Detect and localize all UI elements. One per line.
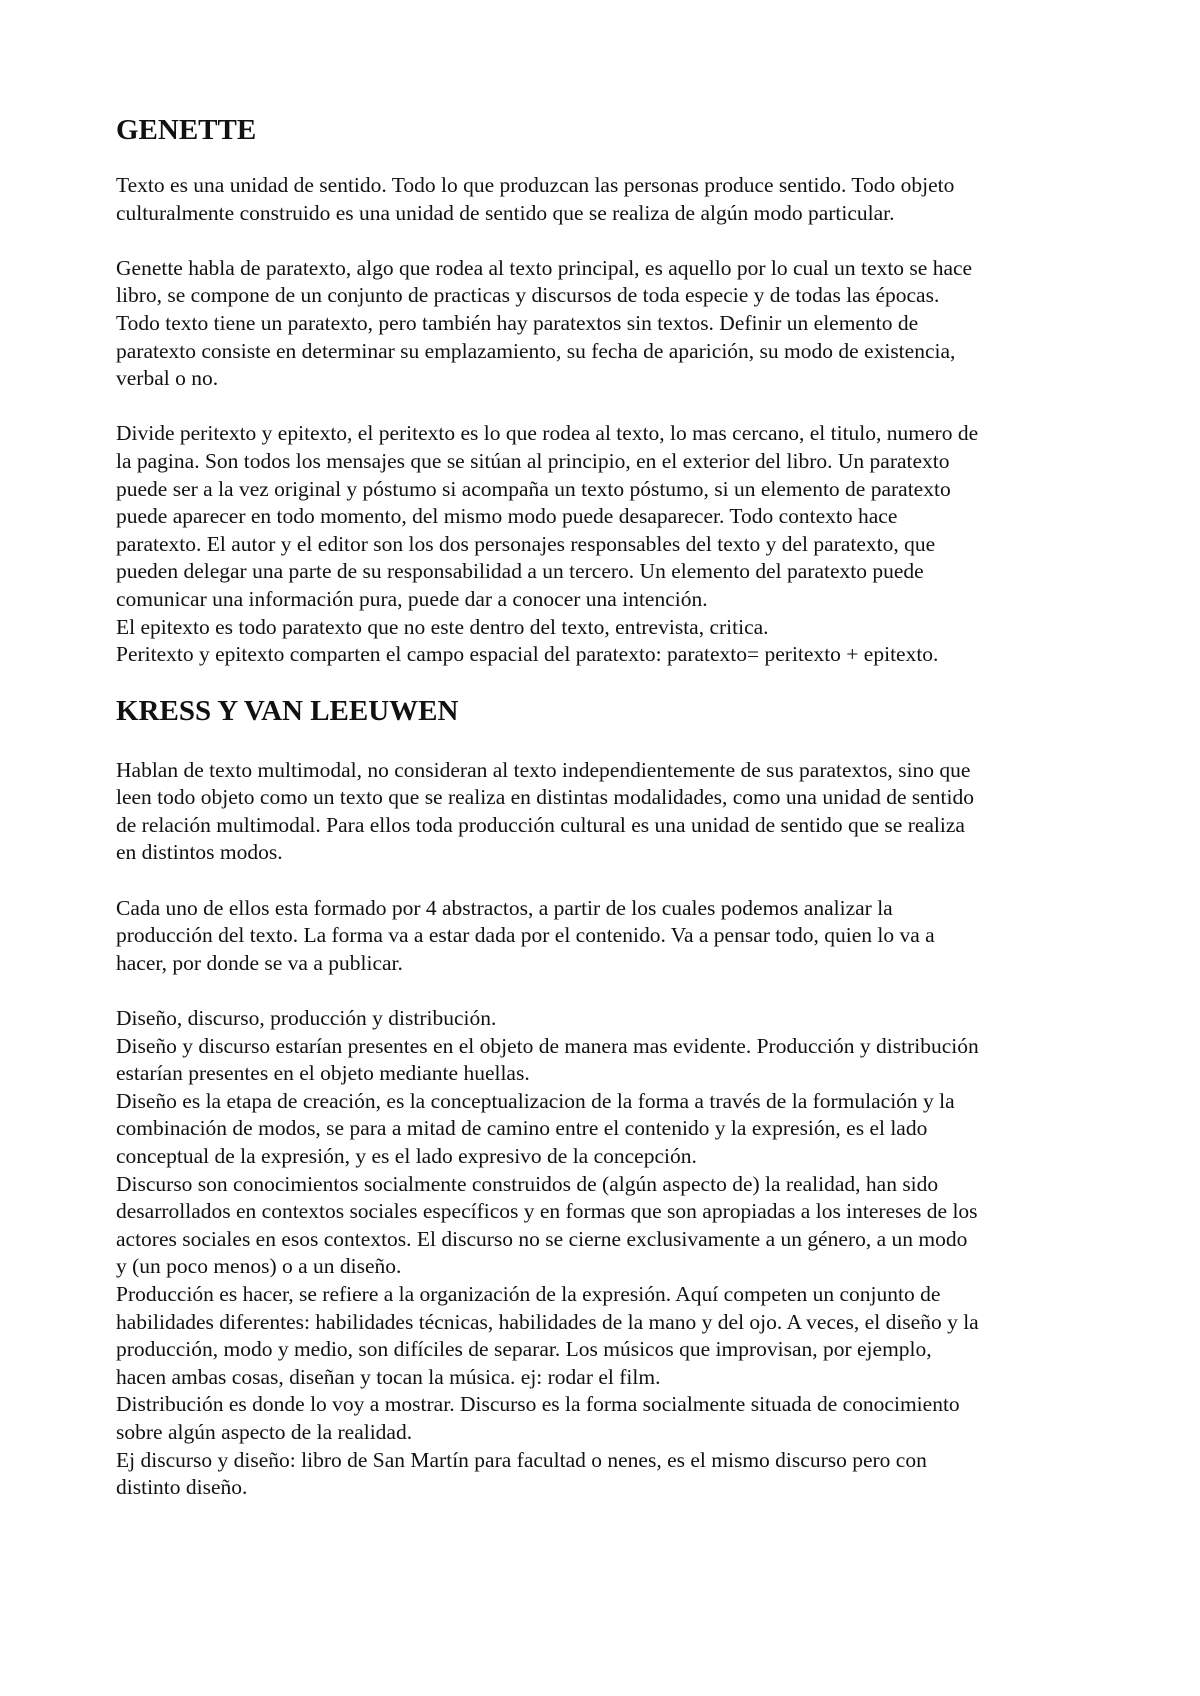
text-line: la pagina. Son todos los mensajes que se sitúan al principio, en el exterior del libro. Un paratexto [116, 448, 950, 473]
section-heading-kress-van-leeuwen: KRESS Y VAN LEEUWEN [116, 694, 459, 727]
text-line: Cada uno de ellos esta formado por 4 abstractos, a partir de los cuales podemos analizar la [116, 895, 893, 920]
text-line: Peritexto y epitexto comparten el campo espacial del paratexto: paratexto= peritexto + epitexto. [116, 642, 939, 667]
text-line: combinación de modos, se para a mitad de camino entre el contenido y la expresión, es el lado [116, 1116, 928, 1141]
paragraph [116, 895, 1106, 978]
text-line: leen todo objeto como un texto que se realiza en distintas modalidades, como una unidad de sentido [116, 785, 974, 810]
text-line: hacer, por donde se va a publicar. [116, 950, 403, 975]
text-line: en distintos modos. [116, 840, 283, 865]
text-line: conceptual de la expresión, y es el lado expresivo de la concepción. [116, 1144, 697, 1168]
paragraph [116, 420, 1106, 668]
section-heading-genette: GENETTE [116, 114, 257, 146]
paragraph [116, 172, 1106, 227]
text-line: puede ser a la vez original y póstumo si acompaña un texto póstumo, si un elemento de paratexto [116, 476, 951, 501]
text-line: Texto es una unidad de sentido. Todo lo que produzcan las personas produce sentido. Todo objeto [116, 173, 955, 197]
text-line: producción del texto. La forma va a estar dada por el contenido. Va a pensar todo, quien lo va a [116, 923, 935, 948]
text-line: paratexto. El autor y el editor son los dos personajes responsables del texto y del paratexto, que [116, 531, 936, 556]
text-line: pueden delegar una parte de su responsabilidad a un tercero. Un elemento del paratexto puede [116, 559, 924, 584]
text-line: culturalmente construido es una unidad de sentido que se realiza de algún modo particular. [116, 200, 895, 225]
text-line: Divide peritexto y epitexto, el peritexto es lo que rodea al texto, lo mas cercano, el titulo, numero de [116, 421, 979, 446]
text-line: comunicar una información pura, puede dar a conocer una intención. [116, 586, 708, 611]
text-line: Hablan de texto multimodal, no consideran al texto independientemente de sus paratextos, sino que [116, 757, 971, 782]
text-line: verbal o no. [116, 366, 219, 391]
text-line: y (un poco menos) o a un diseño. [116, 1254, 402, 1279]
document-page [116, 110, 1106, 1502]
text-line: Diseño, discurso, producción y distribución. [116, 1006, 497, 1031]
text-line: producción, modo y medio, son difíciles de separar. Los músicos que improvisan, por ejemplo, [116, 1337, 932, 1362]
text-line: Diseño y discurso estarían presentes en el objeto de manera mas evidente. Producción y distribución [116, 1033, 979, 1058]
text-line: de relación multimodal. Para ellos toda producción cultural es una unidad de sentido que se realiza [116, 812, 965, 837]
text-line: Todo texto tiene un paratexto, pero también hay paratextos sin textos. Definir un elemento de [116, 310, 919, 335]
paragraph [116, 757, 1106, 867]
paragraph [116, 1005, 1106, 1502]
text-line: Distribución es donde lo voy a mostrar. Discurso es la forma socialmente situada de conocimiento [116, 1392, 960, 1417]
text-line: habilidades diferentes: habilidades técnicas, habilidades de la mano y del ojo. A veces, el diseño y la [116, 1309, 979, 1334]
text-line: distinto diseño. [116, 1475, 248, 1500]
text-line: hacen ambas cosas, diseñan y tocan la música. ej: rodar el film. [116, 1364, 661, 1389]
text-line: estarían presentes en el objeto mediante huellas. [116, 1061, 530, 1086]
text-line: Producción es hacer, se refiere a la organización de la expresión. Aquí competen un conjunto de [116, 1281, 941, 1306]
text-line: paratexto consiste en determinar su emplazamiento, su fecha de aparición, su modo de existencia, [116, 338, 956, 363]
text-line: puede aparecer en todo momento, del mismo modo puede desaparecer. Todo contexto hace [116, 504, 898, 529]
text-line: sobre algún aspecto de la realidad. [116, 1419, 413, 1444]
text-line: Genette habla de paratexto, algo que rodea al texto principal, es aquello por lo cual un texto se hace [116, 255, 973, 280]
paragraph [116, 255, 1106, 393]
text-line: Discurso son conocimientos socialmente construidos de (algún aspecto de) la realidad, han sido [116, 1171, 939, 1196]
text-line: El epitexto es todo paratexto que no este dentro del texto, entrevista, critica. [116, 614, 769, 639]
text-line: libro, se compone de un conjunto de practicas y discursos de toda especie y de todas las épocas. [116, 283, 940, 308]
text-line: desarrollados en contextos sociales específicos y en formas que son apropiadas a los intereses de los [116, 1199, 978, 1224]
text-line: Ej discurso y diseño: libro de San Martín para facultad o nenes, es el mismo discurso pero con [116, 1447, 927, 1472]
text-line: actores sociales en esos contextos. El discurso no se cierne exclusivamente a un género, a un modo [116, 1226, 968, 1251]
text-line: Diseño es la etapa de creación, es la conceptualizacion de la forma a través de la formulación y la [116, 1088, 955, 1113]
